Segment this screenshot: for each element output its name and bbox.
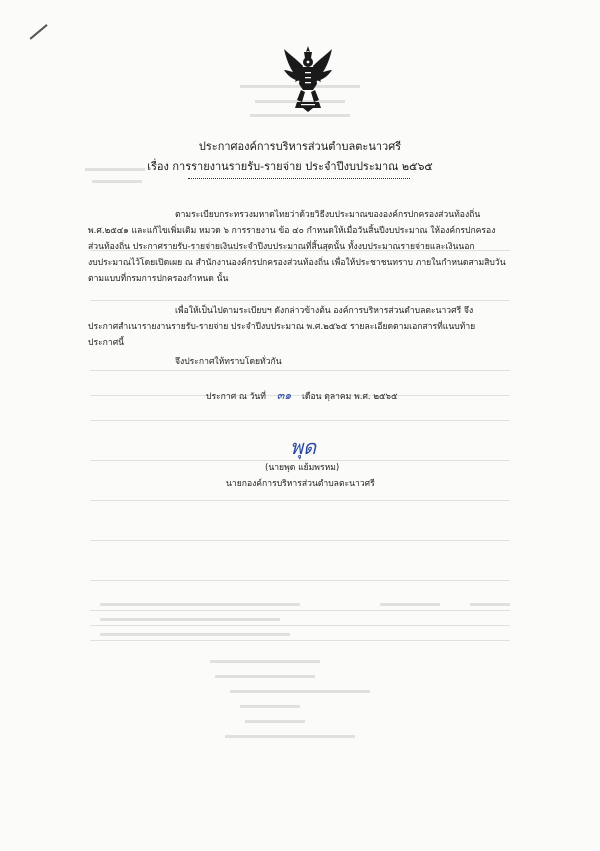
paragraph-2-line: เพื่อให้เป็นไปตามระเบียบฯ ดังกล่าวข้างต้น องค์การบริหารส่วนตำบลตะนาวศรี จึง [175,306,474,316]
paragraph-1-line: ตามแบบที่กรมการปกครองกำหนด นั้น [88,274,229,284]
title-divider [188,178,410,179]
date-prefix: ประกาศ ณ วันที่ [206,392,266,402]
paragraph-1-line: ตามระเบียบกระทรวงมหาดไทยว่าด้วยวิธีงบประมาณขององค์กรปกครองส่วนท้องถิ่น [175,210,481,220]
date-day-handwritten: ๓๑ [276,389,292,402]
signatory-name: (นายพุด แย้มพรหม) [265,463,340,473]
handwritten-signature [290,431,330,457]
date-month-year: เดือน ตุลาคม พ.ศ. ๒๕๖๕ [301,392,398,402]
paragraph-2-line: ประกาศสำเนารายงานรายรับ-รายจ่าย ประจำปีงบประมาณ พ.ศ.๒๕๖๕ รายละเอียดตามเอกสารที่แนบท้าย [88,322,476,332]
signature-scribble: พุด [290,435,317,459]
announcement-date [206,390,398,403]
paragraph-1-line: งบประมาณไว้โดยเปิดเผย ณ สำนักงานองค์กรปกครองส่วนท้องถิ่น เพื่อให้ประชาชนทราบ ภายในกำหนดสามสิบวัน [88,258,506,268]
paragraph-1-line: พ.ศ.๒๕๔๑ และแก้ไขเพิ่มเติม หมวด ๖ การรายงาน ข้อ ๔๐ กำหนดให้เมื่อวันสิ้นปีงบประมาณ ให้องค์กรปกครอง [88,226,496,236]
announcement-subject: เรื่อง การรายงานรายรับ-รายจ่าย ประจำปีงบประมาณ ๒๕๖๕ [147,160,433,173]
signatory-position: นายกองค์การบริหารส่วนตำบลตะนาวศรี [226,479,375,489]
paragraph-1-line: ส่วนท้องถิ่น ประกาศรายรับ-รายจ่ายเงินประจำปีงบประมาณที่สิ้นสุดนั้น ทั้งงบประมาณรายจ่ายและเงินนอก [88,242,475,252]
paragraph-2-line: ประกาศนี้ [88,338,125,348]
closing-statement: จึงประกาศให้ทราบโดยทั่วกัน [175,357,282,367]
garuda-emblem-icon [283,46,333,112]
announcement-title: ประกาศองค์การบริหารส่วนตำบลตะนาวศรี [198,140,402,153]
